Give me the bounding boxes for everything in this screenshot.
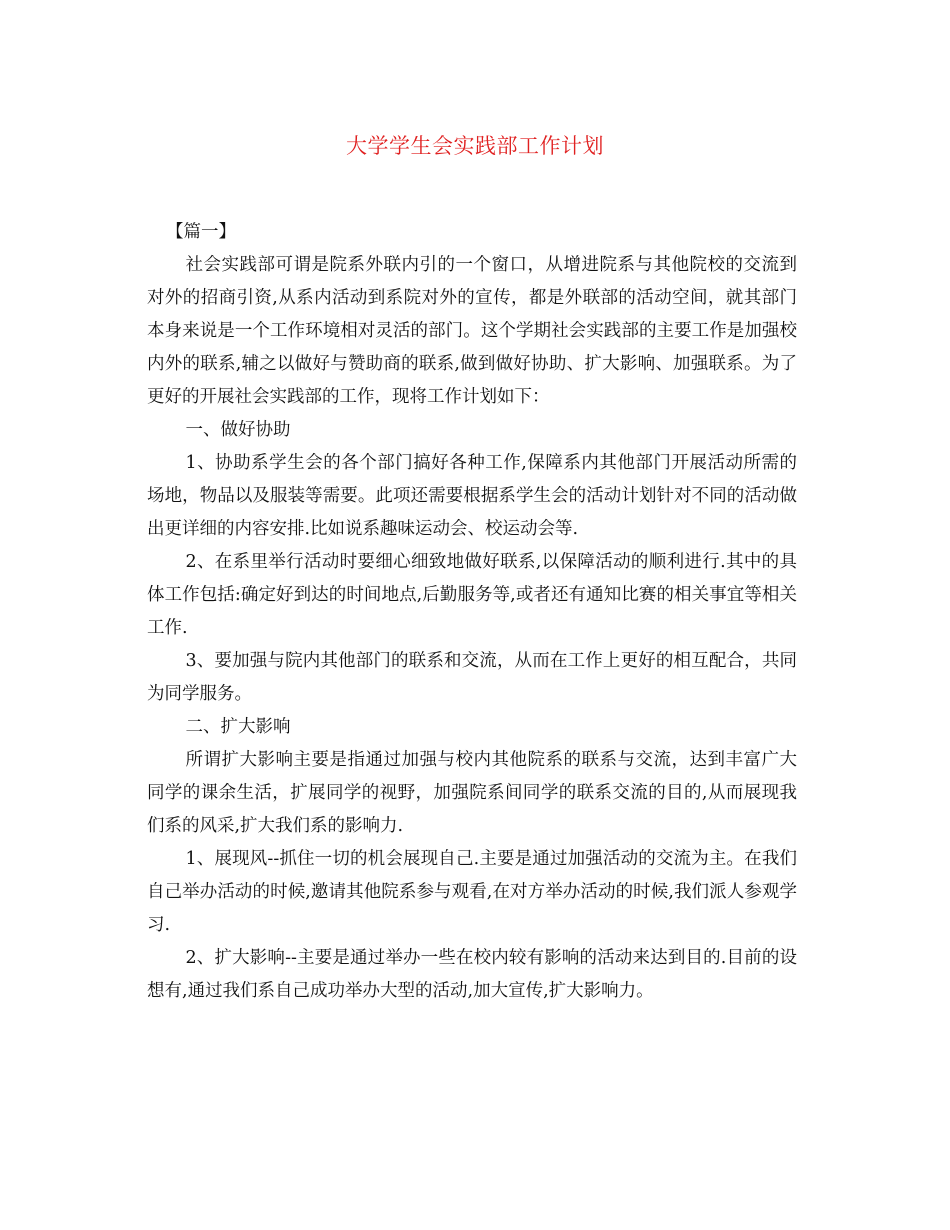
section-heading-1: 一、做好协助 (185, 420, 291, 440)
paragraph-1-1: 1、协助系学生会的各个部门搞好各种工作,保障系内其他部门开展活动所需的场地，物品以及服装等需要。此项还需要根据系学生会的活动计划针对不同的活动做出更详细的内容安排.比如说系趣味运动会、校运动会等. (147, 453, 797, 539)
paragraph-2-1: 1、展现风--抓住一切的机会展现自己.主要是通过加强活动的交流为主。在我们自己举办活动的时候,邀请其他院系参与观看,在对方举办活动的时候,我们派人参观学习. (147, 849, 797, 935)
paragraph-1-3: 3、要加强与院内其他部门的联系和交流，从而在工作上更好的相互配合，共同为同学服务。 (147, 651, 797, 704)
document-body (147, 216, 797, 1008)
paragraph-2-2: 2、扩大影响--主要是通过举办一些在校内较有影响的活动来达到目的.目前的设想有,通过我们系自己成功举办大型的活动,加大宣传,扩大影响力。 (147, 948, 797, 1001)
document-title: 大学学生会实践部工作计划 (346, 134, 604, 158)
intro-paragraph: 社会实践部可谓是院系外联内引的一个窗口，从增进院系与其他院校的交流到对外的招商引资,从系内活动到系院对外的宣传，都是外联部的活动空间，就其部门本身来说是一个工作环境相对灵活的部门。这个学期社会实践部的主要工作是加强校内外的联系,辅之以做好与赞助商的联系,做到做好协助、扩大影响、加强联系。为了更好的开展社会实践部的工作，现将工作计划如下： (147, 255, 797, 407)
paragraph-1-2: 2、在系里举行活动时要细心细致地做好联系,以保障活动的顺利进行.其中的具体工作包括:确定好到达的时间地点,后勤服务等,或者还有通知比赛的相关事宜等相关工作. (147, 552, 797, 638)
section-2-intro: 所谓扩大影响主要是指通过加强与校内其他院系的联系与交流，达到丰富广大同学的课余生活，扩展同学的视野，加强院系间同学的联系交流的目的,从而展现我们系的风采,扩大我们系的影响力. (147, 750, 797, 836)
section-marker: 【篇一】 (166, 222, 236, 242)
section-heading-2: 二、扩大影响 (185, 717, 291, 737)
